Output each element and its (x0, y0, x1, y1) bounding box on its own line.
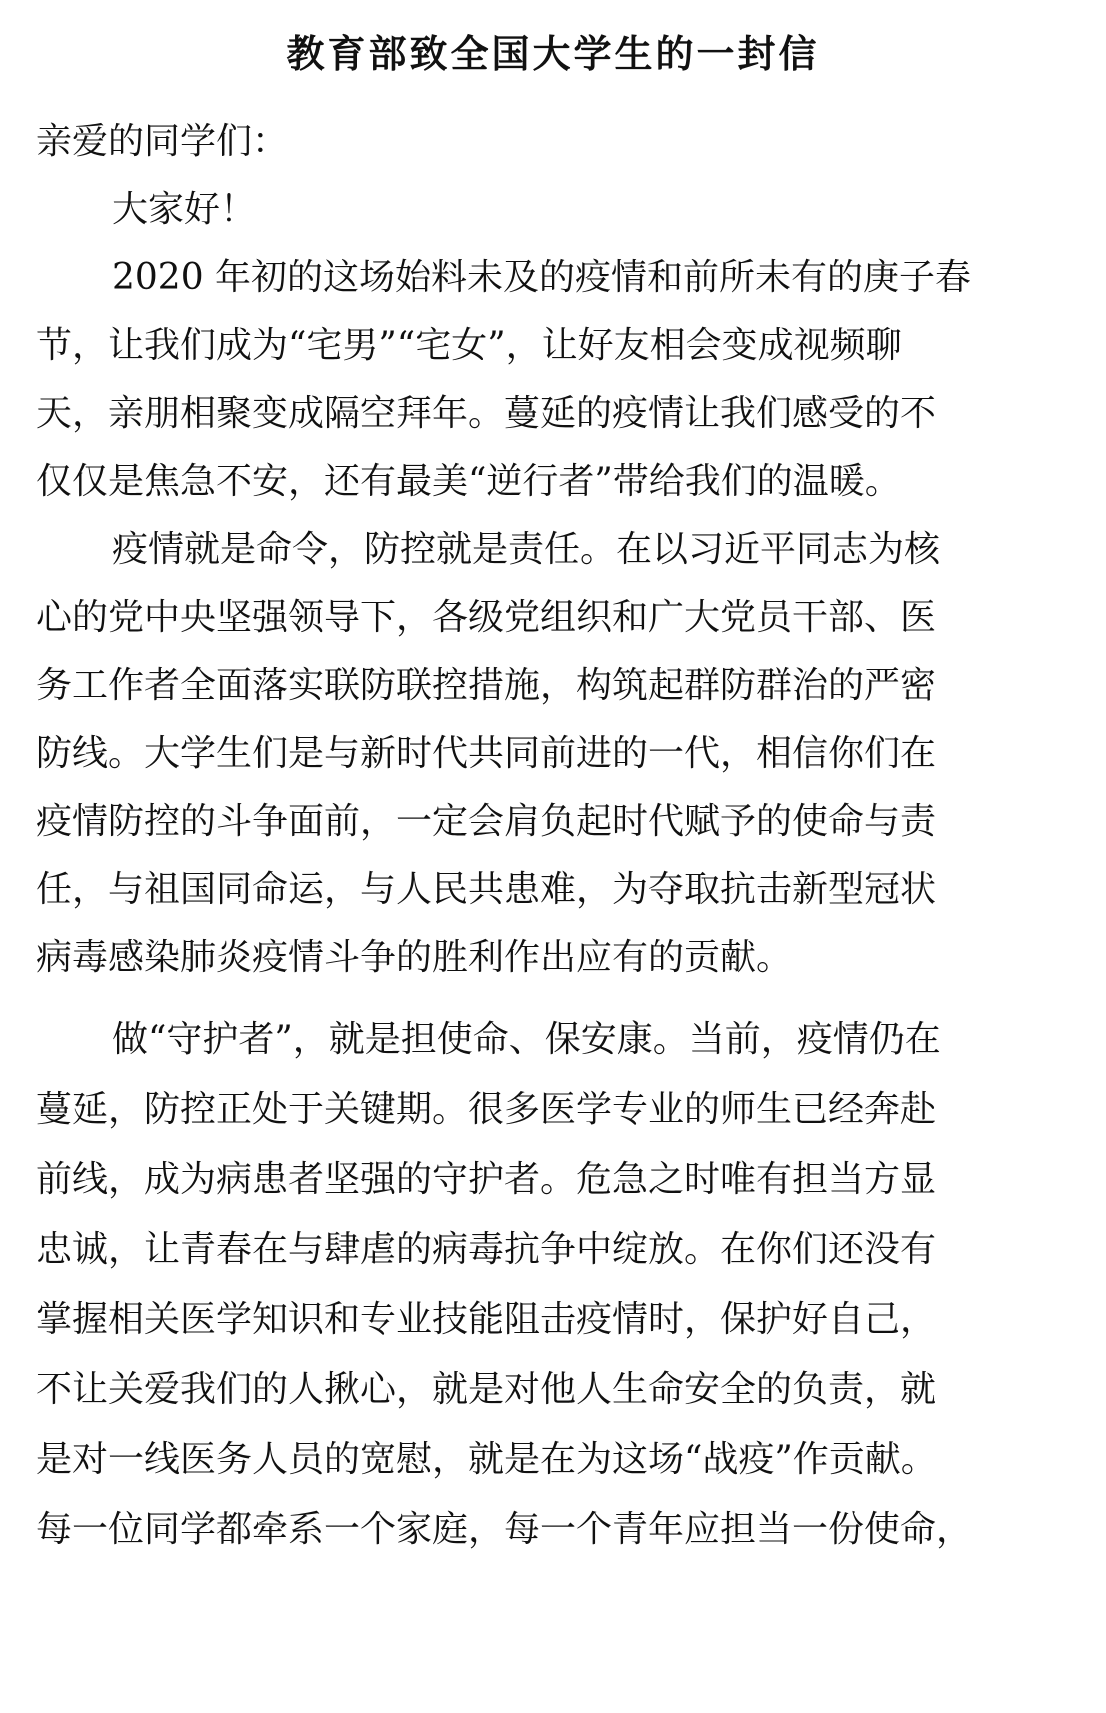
paragraph-2-line: 心的党中央坚强领导下，各级党组织和广大党员干部、医 (36, 597, 937, 638)
paragraph-2-line: 疫情就是命令，防控就是责任。在以习近平同志为核 (112, 529, 941, 570)
paragraph-3-line: 每一位同学都牵系一个家庭，每一个青年应担当一份使命， (36, 1509, 973, 1550)
paragraph-3-line: 做“守护者”，就是担使命、保安康。当前，疫情仍在 (112, 1019, 941, 1060)
paragraph-3-line: 蔓延，防控正处于关键期。很多医学专业的师生已经奔赴 (36, 1089, 937, 1130)
paragraph-3-line: 不让关爱我们的人揪心，就是对他人生命安全的负责，就 (36, 1369, 937, 1410)
greeting: 大家好！ (112, 189, 257, 230)
paragraph-2-line: 务工作者全面落实联防联控措施，构筑起群防群治的严密 (36, 665, 937, 706)
paragraph-1-line: 2020 年初的这场始料未及的疫情和前所未有的庚子春 (112, 257, 972, 298)
paragraph-2-line: 疫情防控的斗争面前，一定会肩负起时代赋予的使命与责 (36, 801, 937, 842)
paragraph-2-line: 任，与祖国同命运，与人民共患难，为夺取抗击新型冠状 (36, 869, 937, 910)
paragraph-1-line: 仅仅是焦急不安，还有最美“逆行者”带给我们的温暖。 (36, 461, 901, 502)
paragraph-2-line: 病毒感染肺炎疫情斗争的胜利作出应有的贡献。 (36, 937, 793, 978)
paragraph-3-line: 是对一线医务人员的宽慰，就是在为这场“战疫”作贡献。 (36, 1439, 937, 1480)
paragraph-1-line: 节，让我们成为“宅男”“宅女”，让好友相会变成视频聊 (36, 325, 902, 366)
paragraph-2-line: 防线。大学生们是与新时代共同前进的一代，相信你们在 (36, 733, 937, 774)
paragraph-1-line: 天，亲朋相聚变成隔空拜年。蔓延的疫情让我们感受的不 (36, 393, 937, 434)
paragraph-3-line: 掌握相关医学知识和专业技能阻击疫情时，保护好自己， (36, 1299, 937, 1340)
letter-title: 教育部致全国大学生的一封信 (286, 32, 820, 76)
salutation: 亲爱的同学们： (36, 121, 289, 162)
paragraph-3-line: 忠诚，让青春在与肆虐的病毒抗争中绽放。在你们还没有 (36, 1229, 937, 1270)
paragraph-3-line: 前线，成为病患者坚强的守护者。危急之时唯有担当方显 (36, 1159, 937, 1200)
